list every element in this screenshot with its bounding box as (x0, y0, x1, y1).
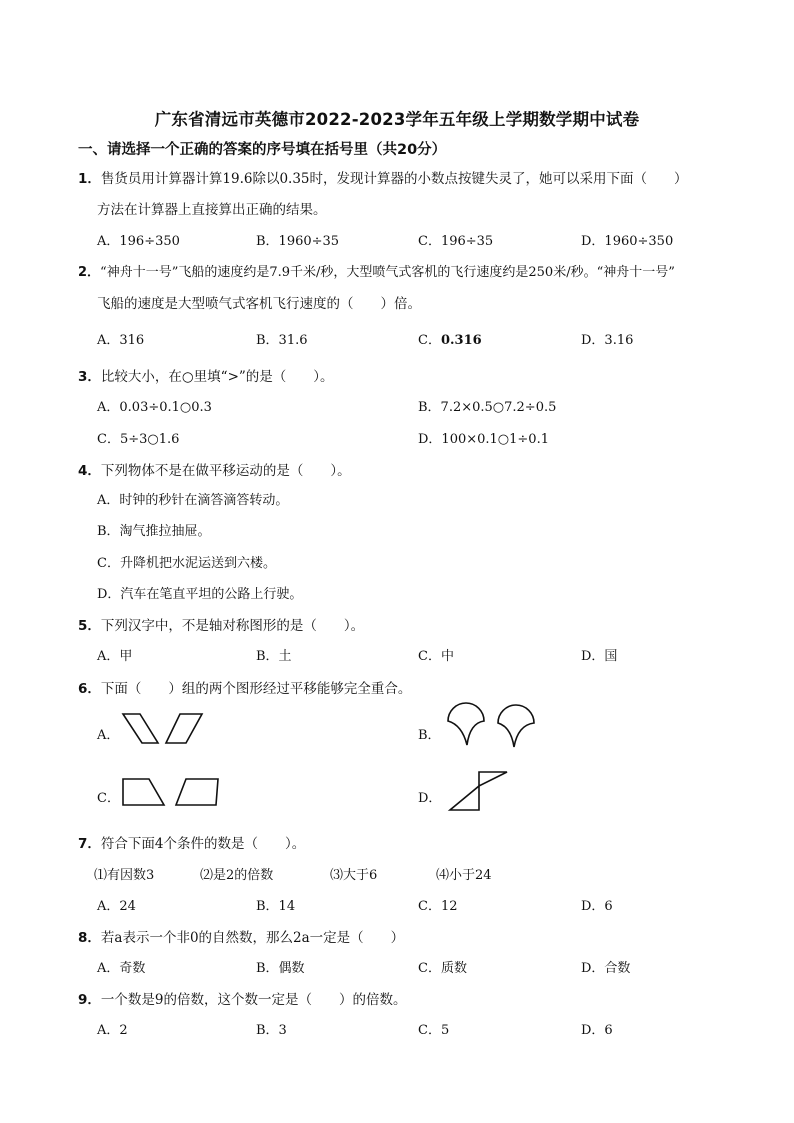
option-c: C．0.316 (418, 333, 482, 348)
option-c: C．升降机把水泥运送到六楼。 (97, 556, 276, 571)
question-6 (78, 677, 411, 697)
option-b: B．土 (256, 649, 292, 664)
question-text: 下列汉字中，不是轴对称图形的是（ ）。 (100, 618, 365, 634)
option-d: D．1960÷350 (581, 234, 674, 249)
option-b: B．14 (256, 899, 296, 914)
trapezoid-left (123, 779, 164, 805)
option-d: D．100×0.1○1÷0.1 (418, 432, 549, 447)
option-c: C．12 (418, 899, 458, 914)
question-text: 售货员用计算器计算19.6除以0.35时，发现计算器的小数点按键失灵了，她可以采用下面（ ） (100, 171, 688, 187)
option-d: D． (418, 791, 442, 806)
question-text: 比较大小，在○里填“>”的是（ ）。 (100, 369, 334, 385)
condition-4: ⑷小于24 (436, 868, 492, 883)
option-b: B．31.6 (256, 333, 308, 348)
option-b: B．1960÷35 (256, 234, 340, 249)
question-number: 7． (78, 836, 101, 852)
option-c: C．196÷35 (418, 234, 494, 249)
question-text: “神舟十一号”飞船的速度约是7.9千米/秒，大型喷气式客机的飞行速度约是250米/秒。“神舟十一号” (100, 265, 675, 280)
option-a: A．316 (97, 333, 145, 348)
fan-shape-left (448, 703, 484, 745)
question-9 (78, 988, 407, 1008)
option-a: A．奇数 (97, 961, 146, 976)
question-number: 4． (78, 463, 101, 479)
option-d: D．合数 (581, 961, 631, 976)
question-number: 8． (78, 930, 101, 946)
triangle-lower (450, 786, 479, 810)
option-b: B．3 (256, 1023, 287, 1038)
condition-1: ⑴有因数3 (94, 868, 155, 883)
question-5 (78, 614, 364, 634)
question-number: 5． (78, 618, 101, 634)
question-8 (78, 926, 404, 946)
option-c: C．质数 (418, 961, 467, 976)
option-c: C．5÷3○1.6 (97, 432, 180, 447)
question-1-cont: 方法在计算器上直接算出正确的结果。 (97, 202, 327, 218)
option-b: B．偶数 (256, 961, 305, 976)
question-1 (78, 167, 688, 187)
question-text: 若a表示一个非0的自然数，那么2a一定是（ ） (100, 930, 405, 946)
option-a: A．196÷350 (97, 234, 180, 249)
option-c: C．5 (418, 1023, 450, 1038)
question-2-cont: 飞船的速度是大型喷气式客机飞行速度的（ ）倍。 (97, 296, 421, 312)
question-3 (78, 365, 334, 385)
option-a: A．0.03÷0.1○0.3 (97, 400, 212, 415)
option-d: D．汽车在笔直平坦的公路上行驶。 (97, 587, 303, 602)
option-c: C． (97, 791, 120, 806)
option-a: A．24 (97, 899, 136, 914)
question-number: 3． (78, 369, 101, 385)
parallelogram-left (123, 714, 158, 743)
fan-shape-pair-figure (444, 707, 544, 752)
option-d: D．国 (581, 649, 618, 664)
question-7 (78, 832, 305, 852)
question-number: 9． (78, 992, 101, 1008)
option-d: D．6 (581, 899, 613, 914)
question-text: 下列物体不是在做平移运动的是（ ）。 (100, 463, 351, 479)
option-c: C．中 (418, 649, 454, 664)
trapezoid-right (176, 779, 218, 805)
option-a: A．甲 (97, 649, 133, 664)
trapezoid-pair-figure (120, 776, 220, 808)
section-heading: 一、请选择一个正确的答案的序号填在括号里（共20分） (78, 142, 447, 158)
parallelogram-right (166, 714, 202, 743)
question-text: 下面（ ）组的两个图形经过平移能够完全重合。 (100, 681, 412, 697)
question-number: 1． (78, 171, 101, 187)
fan-shape-right (498, 705, 534, 747)
option-a: A． (97, 728, 120, 743)
repeating-decimal: 0.316 (440, 333, 482, 348)
question-4 (78, 459, 351, 479)
option-b: B．淘气推拉抽屉。 (97, 524, 211, 539)
question-number: 6． (78, 681, 101, 697)
option-a: A．2 (97, 1023, 128, 1038)
option-d: D．6 (581, 1023, 613, 1038)
option-a: A．时钟的秒针在滴答滴答转动。 (97, 493, 289, 508)
page-title: 广东省清远市英德市2022-2023学年五年级上学期数学期中试卷 (154, 110, 640, 129)
question-text: 符合下面4个条件的数是（ ）。 (100, 836, 306, 852)
option-b: B． (418, 728, 441, 743)
question-2 (78, 261, 675, 280)
option-d: D．3.16 (581, 333, 634, 348)
question-number: 2． (78, 265, 101, 280)
triangle-pair-figure (446, 769, 512, 813)
option-b: B．7.2×0.5○7.2÷0.5 (418, 400, 557, 415)
condition-3: ⑶大于6 (330, 868, 378, 883)
condition-2: ⑵是2的倍数 (200, 868, 274, 883)
question-text: 一个数是9的倍数，这个数一定是（ ）的倍数。 (100, 992, 407, 1008)
parallelogram-pair-figure (120, 711, 210, 747)
triangle-upper (479, 772, 507, 786)
